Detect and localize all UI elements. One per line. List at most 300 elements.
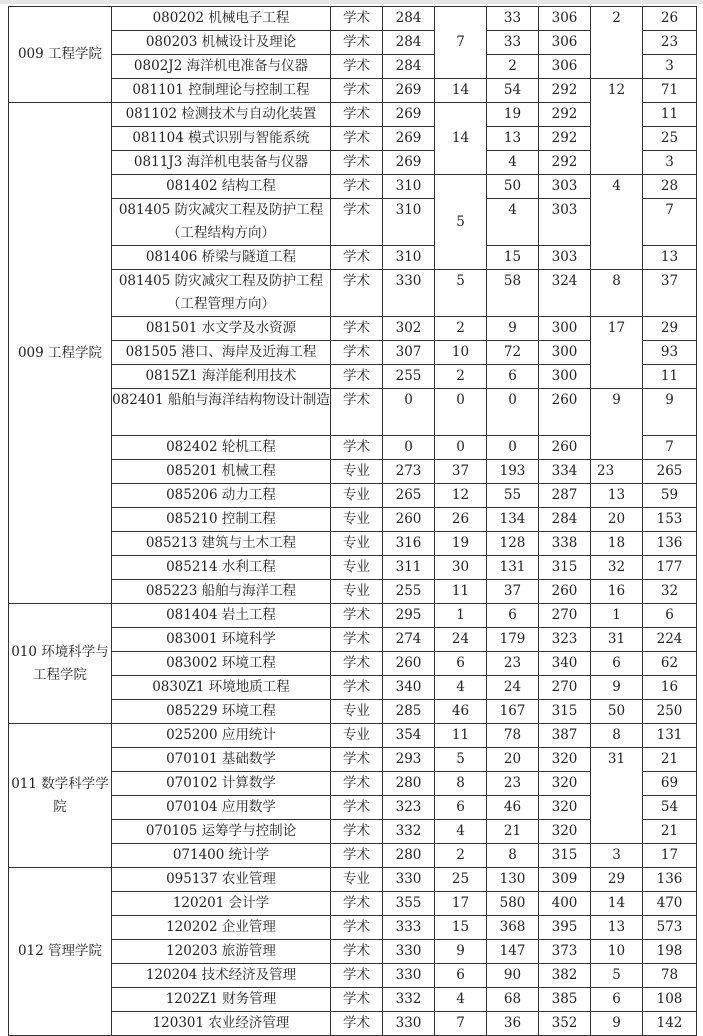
value-cell: 320 — [539, 772, 591, 796]
value-cell: 12 — [591, 79, 643, 175]
type-cell: 学术 — [331, 103, 383, 127]
value-cell: 4 — [591, 175, 643, 270]
value-cell: 134 — [487, 508, 539, 532]
type-cell: 学术 — [331, 964, 383, 988]
value-cell: 260 — [539, 389, 591, 436]
value-cell: 368 — [487, 916, 539, 940]
value-cell: 265 — [643, 460, 697, 484]
value-cell: 269 — [383, 127, 435, 151]
value-cell: 334 — [539, 460, 591, 484]
value-cell: 11 — [643, 365, 697, 389]
major-cell: 080203 机械设计及理论 — [112, 31, 331, 55]
type-cell: 学术 — [331, 7, 383, 31]
value-cell: 292 — [539, 103, 591, 127]
value-cell: 24 — [487, 676, 539, 700]
value-cell: 167 — [487, 700, 539, 724]
value-cell: 78 — [487, 724, 539, 748]
table-row — [9, 628, 697, 652]
value-cell: 7 — [643, 436, 697, 460]
value-cell: 13 — [643, 246, 697, 270]
major-cell: 085229 环境工程 — [112, 700, 331, 724]
value-cell: 153 — [643, 508, 697, 532]
value-cell: 32 — [643, 580, 697, 604]
value-cell: 284 — [383, 31, 435, 55]
table-row — [9, 988, 697, 1012]
value-cell: 130 — [487, 868, 539, 892]
value-cell: 310 — [383, 199, 435, 246]
value-cell: 2 — [487, 55, 539, 79]
type-cell: 学术 — [331, 317, 383, 341]
value-cell: 31 — [591, 628, 643, 652]
college-cell: 009 工程学院 — [9, 103, 112, 604]
type-cell: 学术 — [331, 270, 383, 317]
value-cell: 323 — [383, 796, 435, 820]
type-cell: 学术 — [331, 1012, 383, 1036]
value-cell: 6 — [487, 365, 539, 389]
value-cell: 4 — [435, 988, 487, 1012]
value-cell: 292 — [539, 127, 591, 151]
table-row — [9, 676, 697, 700]
value-cell: 8 — [435, 772, 487, 796]
value-cell: 303 — [539, 175, 591, 199]
value-cell: 6 — [435, 796, 487, 820]
table-row — [9, 916, 697, 940]
value-cell: 274 — [383, 628, 435, 652]
table-row — [9, 460, 697, 484]
value-cell: 9 — [591, 676, 643, 700]
value-cell: 273 — [383, 460, 435, 484]
type-cell: 学术 — [331, 676, 383, 700]
value-cell: 28 — [643, 175, 697, 199]
type-cell: 专业 — [331, 508, 383, 532]
value-cell: 3 — [591, 844, 643, 868]
value-cell: 385 — [539, 988, 591, 1012]
value-cell: 26 — [643, 7, 697, 31]
value-cell: 11 — [435, 724, 487, 748]
value-cell: 315 — [539, 844, 591, 868]
value-cell: 69 — [643, 772, 697, 796]
table-row — [9, 556, 697, 580]
major-cell: 085214 水利工程 — [112, 556, 331, 580]
type-cell: 学术 — [331, 652, 383, 676]
value-cell: 255 — [383, 365, 435, 389]
value-cell: 300 — [539, 341, 591, 365]
type-cell: 学术 — [331, 844, 383, 868]
value-cell: 1 — [591, 604, 643, 628]
major-cell: 120204 技术经济及管理 — [112, 964, 331, 988]
value-cell: 16 — [643, 676, 697, 700]
value-cell: 270 — [539, 604, 591, 628]
major-cell: 085210 控制工程 — [112, 508, 331, 532]
value-cell: 10 — [435, 341, 487, 365]
value-cell: 29 — [591, 868, 643, 892]
table-row — [9, 844, 697, 868]
value-cell: 6 — [591, 988, 643, 1012]
value-cell: 330 — [383, 940, 435, 964]
value-cell: 330 — [383, 964, 435, 988]
value-cell: 33 — [487, 31, 539, 55]
table-row — [9, 508, 697, 532]
major-cell: 083002 环境工程 — [112, 652, 331, 676]
value-cell: 4 — [435, 676, 487, 700]
value-cell: 1 — [435, 604, 487, 628]
type-cell: 学术 — [331, 628, 383, 652]
type-cell: 学术 — [331, 55, 383, 79]
value-cell: 302 — [383, 317, 435, 341]
major-cell: 080202 机械电子工程 — [112, 7, 331, 31]
value-cell: 23 — [643, 31, 697, 55]
table-row — [9, 175, 697, 199]
value-cell: 7 — [435, 7, 487, 79]
type-cell: 学术 — [331, 892, 383, 916]
major-cell: 070101 基础数学 — [112, 748, 331, 772]
value-cell: 310 — [383, 246, 435, 270]
type-cell: 学术 — [331, 79, 383, 103]
value-cell: 269 — [383, 151, 435, 175]
major-cell: 081402 结构工程 — [112, 175, 331, 199]
major-cell: 070104 应用数学 — [112, 796, 331, 820]
type-cell: 专业 — [331, 484, 383, 508]
value-cell: 250 — [643, 700, 697, 724]
value-cell: 0 — [487, 389, 539, 436]
value-cell: 23 — [487, 652, 539, 676]
value-cell: 332 — [383, 988, 435, 1012]
major-cell: 081101 控制理论与控制工程 — [112, 79, 331, 103]
value-cell: 0 — [435, 389, 487, 436]
type-cell: 专业 — [331, 556, 383, 580]
value-cell: 260 — [539, 580, 591, 604]
type-cell: 学术 — [331, 341, 383, 365]
value-cell: 9 — [435, 940, 487, 964]
major-cell: 082401 船舶与海洋结构物设计制造 — [112, 389, 331, 436]
value-cell: 7 — [643, 199, 697, 246]
value-cell: 5 — [435, 175, 487, 270]
value-cell: 2 — [435, 844, 487, 868]
value-cell: 330 — [383, 868, 435, 892]
value-cell: 13 — [591, 916, 643, 940]
value-cell: 9 — [591, 1012, 643, 1036]
value-cell: 280 — [383, 772, 435, 796]
type-cell: 学术 — [331, 436, 383, 460]
value-cell: 8 — [591, 270, 643, 317]
value-cell: 9 — [643, 389, 697, 436]
major-cell: 081404 岩土工程 — [112, 604, 331, 628]
value-cell: 136 — [643, 868, 697, 892]
value-cell: 26 — [435, 508, 487, 532]
value-cell: 23 — [591, 460, 643, 484]
value-cell: 260 — [383, 508, 435, 532]
value-cell: 387 — [539, 724, 591, 748]
value-cell: 54 — [487, 79, 539, 103]
value-cell: 306 — [539, 31, 591, 55]
value-cell: 306 — [539, 55, 591, 79]
value-cell: 90 — [487, 964, 539, 988]
type-cell: 专业 — [331, 460, 383, 484]
value-cell: 224 — [643, 628, 697, 652]
value-cell: 315 — [539, 700, 591, 724]
value-cell: 19 — [435, 532, 487, 556]
value-cell: 9 — [487, 317, 539, 341]
type-cell: 学术 — [331, 772, 383, 796]
value-cell: 10 — [591, 940, 643, 964]
value-cell: 20 — [591, 508, 643, 532]
value-cell: 340 — [539, 652, 591, 676]
major-cell: 0815Z1 海洋能利用技术 — [112, 365, 331, 389]
value-cell: 332 — [383, 820, 435, 844]
value-cell: 29 — [643, 317, 697, 341]
type-cell: 学术 — [331, 389, 383, 436]
value-cell: 11 — [435, 580, 487, 604]
value-cell: 6 — [487, 604, 539, 628]
top-edge — [0, 0, 703, 4]
type-cell: 学术 — [331, 604, 383, 628]
major-cell: 095137 农业管理 — [112, 868, 331, 892]
value-cell: 269 — [383, 103, 435, 127]
value-cell: 108 — [643, 988, 697, 1012]
major-cell: 081406 桥梁与隧道工程 — [112, 246, 331, 270]
value-cell: 292 — [539, 151, 591, 175]
type-cell: 学术 — [331, 199, 383, 246]
value-cell: 54 — [643, 796, 697, 820]
value-cell: 14 — [435, 79, 487, 103]
value-cell: 573 — [643, 916, 697, 940]
major-cell: 120203 旅游管理 — [112, 940, 331, 964]
type-cell: 学术 — [331, 127, 383, 151]
value-cell: 50 — [591, 700, 643, 724]
value-cell: 269 — [383, 79, 435, 103]
value-cell: 62 — [643, 652, 697, 676]
value-cell: 25 — [435, 868, 487, 892]
value-cell: 55 — [487, 484, 539, 508]
type-cell: 专业 — [331, 868, 383, 892]
type-cell: 学术 — [331, 988, 383, 1012]
value-cell: 333 — [383, 916, 435, 940]
value-cell: 5 — [591, 964, 643, 988]
value-cell: 17 — [643, 844, 697, 868]
major-cell: 120201 会计学 — [112, 892, 331, 916]
major-cell: 081501 水文学及水资源 — [112, 317, 331, 341]
value-cell: 13 — [591, 484, 643, 508]
value-cell: 177 — [643, 556, 697, 580]
major-cell: 081102 检测技术与自动化装置 — [112, 103, 331, 127]
major-cell: 071400 统计学 — [112, 844, 331, 868]
type-cell: 学术 — [331, 365, 383, 389]
value-cell: 21 — [643, 820, 697, 844]
value-cell: 8 — [487, 844, 539, 868]
major-cell: 0802J2 海洋机电准备与仪器 — [112, 55, 331, 79]
table-row — [9, 748, 697, 772]
major-cell: 081104 模式识别与智能系统 — [112, 127, 331, 151]
table-row — [9, 604, 697, 628]
value-cell: 280 — [383, 844, 435, 868]
value-cell: 382 — [539, 964, 591, 988]
type-cell: 专业 — [331, 700, 383, 724]
value-cell: 6 — [643, 604, 697, 628]
value-cell: 8 — [591, 724, 643, 748]
college-cell: 012 管理学院 — [9, 868, 112, 1036]
table-row — [9, 964, 697, 988]
table-row — [9, 700, 697, 724]
value-cell: 2 — [435, 365, 487, 389]
value-cell: 0 — [487, 436, 539, 460]
major-cell: 085206 动力工程 — [112, 484, 331, 508]
type-cell: 专业 — [331, 724, 383, 748]
value-cell: 11 — [643, 103, 697, 127]
type-cell: 学术 — [331, 31, 383, 55]
table-row — [9, 317, 697, 341]
value-cell: 300 — [539, 365, 591, 389]
value-cell: 23 — [487, 772, 539, 796]
type-cell: 学术 — [331, 175, 383, 199]
value-cell: 400 — [539, 892, 591, 916]
value-cell: 6 — [591, 652, 643, 676]
value-cell: 310 — [383, 175, 435, 199]
value-cell: 3 — [643, 151, 697, 175]
value-cell: 315 — [539, 556, 591, 580]
value-cell: 46 — [487, 796, 539, 820]
value-cell: 3 — [643, 55, 697, 79]
value-cell: 320 — [539, 748, 591, 772]
major-cell: 085213 建筑与土木工程 — [112, 532, 331, 556]
value-cell: 255 — [383, 580, 435, 604]
major-cell: 070102 计算数学 — [112, 772, 331, 796]
table-row — [9, 7, 697, 31]
value-cell: 58 — [487, 270, 539, 317]
major-cell: 081405 防灾减灾工程及防护工程（工程管理方向） — [112, 270, 331, 317]
college-cell: 011 数学科学学院 — [9, 724, 112, 868]
value-cell: 292 — [539, 79, 591, 103]
value-cell: 5 — [435, 270, 487, 317]
table-row — [9, 389, 697, 436]
value-cell: 14 — [591, 892, 643, 916]
value-cell: 295 — [383, 604, 435, 628]
value-cell: 37 — [643, 270, 697, 317]
table-row — [9, 270, 697, 317]
value-cell: 59 — [643, 484, 697, 508]
value-cell: 4 — [487, 151, 539, 175]
value-cell: 285 — [383, 700, 435, 724]
value-cell: 21 — [487, 820, 539, 844]
value-cell: 320 — [539, 820, 591, 844]
major-cell: 0830Z1 环境地质工程 — [112, 676, 331, 700]
value-cell: 284 — [539, 508, 591, 532]
value-cell: 270 — [539, 676, 591, 700]
table-row — [9, 652, 697, 676]
value-cell: 287 — [539, 484, 591, 508]
value-cell: 6 — [435, 652, 487, 676]
value-cell: 324 — [539, 270, 591, 317]
major-cell: 085223 船舶与海洋工程 — [112, 580, 331, 604]
value-cell: 300 — [539, 317, 591, 341]
value-cell: 580 — [487, 892, 539, 916]
value-cell: 31 — [591, 748, 643, 844]
value-cell: 395 — [539, 916, 591, 940]
value-cell: 24 — [435, 628, 487, 652]
value-cell: 147 — [487, 940, 539, 964]
value-cell: 198 — [643, 940, 697, 964]
table-row — [9, 484, 697, 508]
value-cell: 293 — [383, 748, 435, 772]
value-cell: 14 — [435, 103, 487, 175]
value-cell: 19 — [487, 103, 539, 127]
value-cell: 72 — [487, 341, 539, 365]
type-cell: 学术 — [331, 151, 383, 175]
value-cell: 17 — [591, 317, 643, 389]
table-row — [9, 532, 697, 556]
value-cell: 18 — [591, 532, 643, 556]
value-cell: 354 — [383, 724, 435, 748]
table-row — [9, 892, 697, 916]
value-cell: 78 — [643, 964, 697, 988]
value-cell: 25 — [643, 127, 697, 151]
major-cell: 0811J3 海洋机电装备与仪器 — [112, 151, 331, 175]
value-cell: 15 — [487, 246, 539, 270]
type-cell: 学术 — [331, 820, 383, 844]
value-cell: 128 — [487, 532, 539, 556]
type-cell: 学术 — [331, 916, 383, 940]
value-cell: 355 — [383, 892, 435, 916]
value-cell: 37 — [487, 580, 539, 604]
value-cell: 9 — [591, 389, 643, 460]
value-cell: 2 — [435, 317, 487, 341]
table-row — [9, 79, 697, 103]
value-cell: 50 — [487, 175, 539, 199]
table-row — [9, 868, 697, 892]
value-cell: 338 — [539, 532, 591, 556]
major-cell: 085201 机械工程 — [112, 460, 331, 484]
value-cell: 284 — [383, 55, 435, 79]
type-cell: 专业 — [331, 532, 383, 556]
value-cell: 303 — [539, 246, 591, 270]
value-cell: 37 — [435, 460, 487, 484]
value-cell: 2 — [591, 7, 643, 79]
value-cell: 307 — [383, 341, 435, 365]
value-cell: 352 — [539, 1012, 591, 1036]
value-cell: 12 — [435, 484, 487, 508]
value-cell: 71 — [643, 79, 697, 103]
value-cell: 306 — [539, 7, 591, 31]
value-cell: 330 — [383, 270, 435, 317]
major-cell: 025200 应用统计 — [112, 724, 331, 748]
value-cell: 4 — [487, 199, 539, 246]
major-cell: 070105 运筹学与控制论 — [112, 820, 331, 844]
major-cell: 1202Z1 财务管理 — [112, 988, 331, 1012]
value-cell: 5 — [435, 748, 487, 772]
value-cell: 32 — [591, 556, 643, 580]
value-cell: 20 — [487, 748, 539, 772]
major-cell: 083001 环境科学 — [112, 628, 331, 652]
value-cell: 136 — [643, 532, 697, 556]
type-cell: 专业 — [331, 580, 383, 604]
value-cell: 260 — [383, 652, 435, 676]
major-cell: 120202 企业管理 — [112, 916, 331, 940]
type-cell: 学术 — [331, 796, 383, 820]
value-cell: 179 — [487, 628, 539, 652]
value-cell: 13 — [487, 127, 539, 151]
value-cell: 16 — [591, 580, 643, 604]
value-cell: 142 — [643, 1012, 697, 1036]
value-cell: 17 — [435, 892, 487, 916]
value-cell: 340 — [383, 676, 435, 700]
major-cell: 120301 农业经济管理 — [112, 1012, 331, 1036]
major-cell: 082402 轮机工程 — [112, 436, 331, 460]
value-cell: 284 — [383, 7, 435, 31]
value-cell: 93 — [643, 341, 697, 365]
value-cell: 260 — [539, 436, 591, 460]
type-cell: 学术 — [331, 748, 383, 772]
type-cell: 学术 — [331, 246, 383, 270]
value-cell: 265 — [383, 484, 435, 508]
